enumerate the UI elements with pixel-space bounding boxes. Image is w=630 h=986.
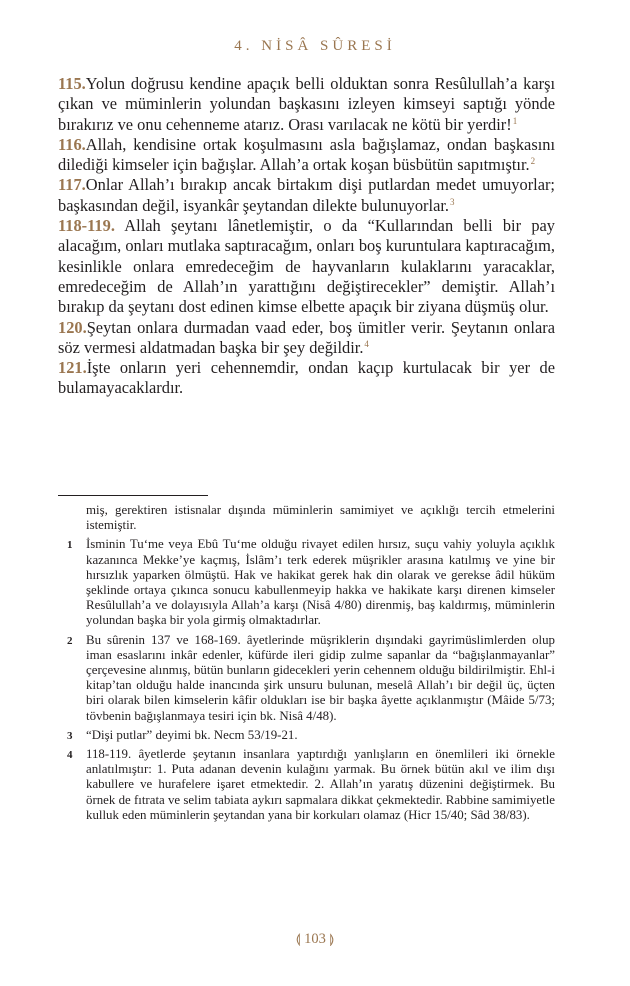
page-number-box <box>0 931 630 948</box>
footnote-number: 3 <box>67 729 73 742</box>
footnote-ref[interactable]: 1 <box>512 115 518 126</box>
verse-number: 115. <box>58 74 86 93</box>
verse-text <box>58 74 555 399</box>
footnote-text: İsminin Tu‘me veya Ebû Tu‘me olduğu rivayet edilen hırsız, suçu vahiy yoluyla açıklık kazanınca Mekke’ye kaçmış, İslâm’ı terk ederek müşrikler arasına katılmış ve yine bir hırsızlık yaparken ölmüştü. Hak ve hakikat gerek hak din olarak ve gerekse âdil hüküm şeklinde ortaya çıkınca sonucu kabullenmeyip hakka ve hakikate karşı direnen kimseler Resûlullah’a ve dolayısıyla Allah’a karşı (Nisâ 4/80) direnmiş, baş kaldırmış, müminlerin yolundan başka bir yola girmiş olmaktadırlar. <box>86 537 555 628</box>
ornament-left-icon: ⟬ <box>295 931 301 946</box>
verse-number: 117. <box>58 175 86 195</box>
footnote-continuation <box>58 503 555 533</box>
verse-120 <box>58 318 555 359</box>
footnote-number: 2 <box>67 634 73 647</box>
verse-number: 116. <box>58 134 86 154</box>
verse-body: Şeytan onlara durmadan vaad eder, boş ümitler verir. Şeytanın onlara söz vermesi aldatmadan başka bir şey değildir. <box>58 317 555 357</box>
footnotes <box>58 503 555 827</box>
footnote-ref[interactable]: 2 <box>530 156 536 167</box>
footnote-text: miş, gerektiren istisnalar dışında müminlerin samimiyet ve açıklığı tercih etmelerini istemiştir. <box>86 503 555 533</box>
footnote-1 <box>58 537 555 628</box>
running-header: 4. NİSÂ SÛRESİ <box>234 38 396 54</box>
verse-number: 118-119. <box>58 216 115 236</box>
verse-body: Allah şeytanı lânetlemiştir, o da “Kullarından belli bir pay alacağım, onları mutlaka saptıracağım, onları boş kuruntulara kaptıracağım, kesinlikle onlara emredeceğim de hayvanların kulaklarını yaracaklar, emredeceğim de Allah’ın yarattığını değiştirecekler” demiştir. Allah’ı bırakıp da şeytanı dost edinen kimse elbette apaçık bir ziyana düşmüş olur. <box>58 216 556 317</box>
footnote-text: 118-119. âyetlerde şeytanın insanlara yaptırdığı yanlışların en önemlileri iki örnekle anlatılmıştır: 1. Puta adanan devenin kulağını yarmak. Bu örnek bütün akıl ve ilim dışı kabullere ve hurafelere işaret etmektedir. 2. Allah’ın yaratış düzenini değiştirmek. Bu örnek de fıtrata ve selim tabiata aykırı sapmalara dikkat çekmektedir. Rabbine samimiyetle kulluk eden müminlerin şeytandan yana bir korkuları olamaz (Hicr 15/40; Sâd 38/83). <box>86 747 555 822</box>
verse-118-119 <box>58 216 555 317</box>
verse-body: Allah, kendisine ortak koşulmasını asla bağışlamaz, ondan başkasını dilediği kimseler için bağışlar. Allah’a ortak koşan büsbütün sapıtmıştır. <box>58 134 555 175</box>
footnote-divider <box>58 495 208 496</box>
footnote-text: “Dişi putlar” deyimi bk. Necm 53/19-21. <box>86 727 298 742</box>
footnote-number: 4 <box>67 749 73 762</box>
verse-body: Yolun doğrusu kendine apaçık belli olduktan sonra Resûlullah’a karşı çıkan ve müminlerin yolundan başkasını izleyen kimseyi saptığı yönde bırakırız ve onu cehenneme atarız. Orası varılacak ne kötü bir yerdir! <box>58 74 555 134</box>
footnote-2 <box>58 633 555 724</box>
verse-116 <box>58 135 555 176</box>
verse-115 <box>58 74 555 135</box>
footnote-4 <box>58 747 555 823</box>
page-number: 103 <box>304 931 326 947</box>
footnote-3 <box>58 728 555 743</box>
ornament-right-icon: ⟭ <box>329 931 335 946</box>
verse-body: İşte onların yeri cehennemdir, ondan kaçıp kurtulacak bir yer de bulamayacaklardır. <box>58 358 555 398</box>
verse-body: Onlar Allah’ı bırakıp ancak birtakım dişi putlardan medet umuyorlar; başkasından değil, isyankâr şeytandan dilekte bulunuyorlar. <box>58 175 555 215</box>
verse-121 <box>58 358 555 399</box>
footnote-ref[interactable]: 4 <box>364 338 369 349</box>
footnote-number: 1 <box>67 539 73 552</box>
verse-117 <box>58 175 555 216</box>
verse-number: 121. <box>58 358 87 378</box>
footnote-ref[interactable]: 3 <box>450 196 455 207</box>
footnote-text: Bu sûrenin 137 ve 168-169. âyetlerinde müşriklerin dışındaki gayrimüslimlerden olup iman esaslarını inkâr edenler, küfürde ileri gidip zulme sapanlar da “bağışlanmayanlar” çerçevesine alınmış, bütün bunların gidecekleri yerin cehennem olduğu bildirilmiştir. Ehl-i kitap’tan olduğu halde inancında şirk unsuru bulunan, meselâ Allah’ı bir değil üç, üçten biri olarak bilen kimselerin kâfir oldukları ise bir başka âyette açıklanmıştır (Mâide 5/73; tövbenin bağışlanmaya tesiri için bk. Nisâ 4/48). <box>86 632 555 723</box>
verse-number: 120. <box>58 317 87 337</box>
